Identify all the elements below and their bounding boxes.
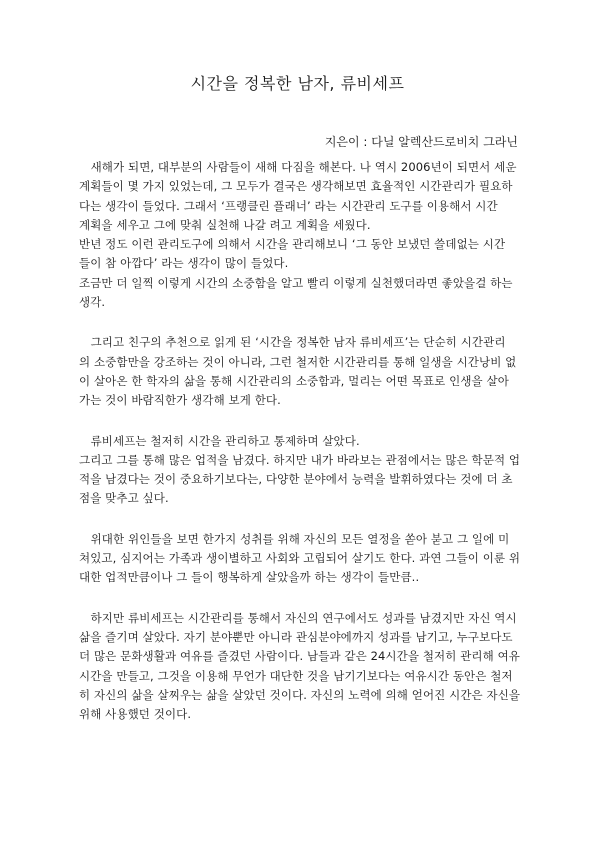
text-line: 가는 것이 바람직한가 생각해 보게 한다. bbox=[79, 393, 281, 408]
paragraph bbox=[79, 158, 545, 312]
paragraph bbox=[79, 333, 545, 410]
paragraph bbox=[79, 609, 545, 725]
text-line: 위해 사용했던 것이다. bbox=[79, 707, 192, 722]
text-line: 점을 맞추고 싶다. bbox=[79, 491, 169, 506]
text-line: 히 자신의 삶을 살찌우는 삶을 살았던 것이다. 자신의 노력에 의해 얻어진 시간은 자신을 bbox=[79, 687, 521, 702]
text-line: 계획들이 몇 가지 있었는데, 그 모두가 결국은 생각해보면 효율적인 시간관리가 필요하 bbox=[79, 179, 513, 194]
text-line: 들이 참 아깝다’ 라는 생각이 많이 들었다. bbox=[79, 256, 289, 271]
text-line: 반년 정도 이런 관리도구에 의해서 시간을 관리해보니 ‘그 동안 보냈던 쓸데없는 시간 bbox=[79, 237, 506, 252]
text-line: 이 살아온 한 학자의 삶을 통해 시간관리의 소중함과, 멀리는 어떤 목표로 인생을 살아 bbox=[79, 373, 509, 388]
text-line: 더 많은 문화생활과 여유를 즐겼던 사람이다. 남들과 같은 24시간을 철저히 관리해 여유 bbox=[79, 649, 521, 664]
text-line: 계획을 세우고 그에 맞춰 실천해 나갈 려고 계획을 세웠다. bbox=[79, 217, 371, 232]
text-line: 다는 생각이 들었다. 그래서 ‘프랭클린 플래너’ 라는 시간관리 도구를 이용해서 시간 bbox=[79, 198, 498, 213]
document-body bbox=[79, 158, 545, 745]
text-line: 조금만 더 일찍 이렇게 시간의 소중함을 알고 빨리 이렇게 실천했더라면 좋았을걸 하는 bbox=[79, 275, 513, 290]
text-line: 그리고 그를 통해 많은 업적을 남겼다. 하지만 내가 바라보는 관점에서는 많은 학문적 업 bbox=[79, 452, 521, 467]
text-line: 쳐있고, 심지어는 가족과 생이별하고 사회와 고립되어 살기도 한다. 과연 그들이 이룬 위 bbox=[79, 551, 521, 566]
text-line: 삶을 즐기며 살았다. 자기 분야뿐만 아니라 관심분야에까지 성과를 남기고, 누구보다도 bbox=[79, 629, 513, 644]
paragraph bbox=[79, 432, 545, 509]
text-line: 적을 남겼다는 것이 중요하기보다는, 다양한 분야에서 능력을 발휘하였다는 것에 더 초 bbox=[79, 472, 513, 487]
text-line: 그리고 친구의 추천으로 읽게 된 ‘시간을 정복한 남자 류비세프’는 단순히 시간관리 bbox=[79, 335, 506, 350]
text-line: 하지만 류비세프는 시간관리를 통해서 자신의 연구에서도 성과를 남겼지만 자신 역시 bbox=[79, 610, 517, 625]
text-line: 류비세프는 철저히 시간을 관리하고 통제하며 살았다. bbox=[79, 433, 360, 448]
text-line: 새해가 되면, 대부분의 사람들이 새해 다짐을 해본다. 나 역시 2006년이 되면서 세운 bbox=[79, 160, 517, 174]
document-title: 시간을 정복한 남자, 류비세프 bbox=[190, 74, 405, 93]
text-line: 시간을 만들고, 그것을 이용해 무언가 대단한 것을 남기기보다는 여유시간 동안은 철저 bbox=[79, 668, 513, 683]
text-line: 대한 업적만큼이나 그 들이 행복하게 살았을까 하는 생각이 들만큼.. bbox=[79, 570, 420, 585]
author-line: 지은이 : 다닐 알렉산드로비치 그라닌 bbox=[324, 135, 518, 149]
text-line: 의 소중함만을 강조하는 것이 아니라, 그런 철저한 시간관리를 통해 일생을 시간낭비 없 bbox=[79, 354, 517, 369]
text-line: 생각. bbox=[79, 295, 106, 310]
paragraph bbox=[79, 530, 545, 588]
text-line: 위대한 위인들을 보면 한가지 성취를 위해 자신의 모든 열정을 쏟아 붇고 그 일에 미 bbox=[79, 531, 510, 546]
